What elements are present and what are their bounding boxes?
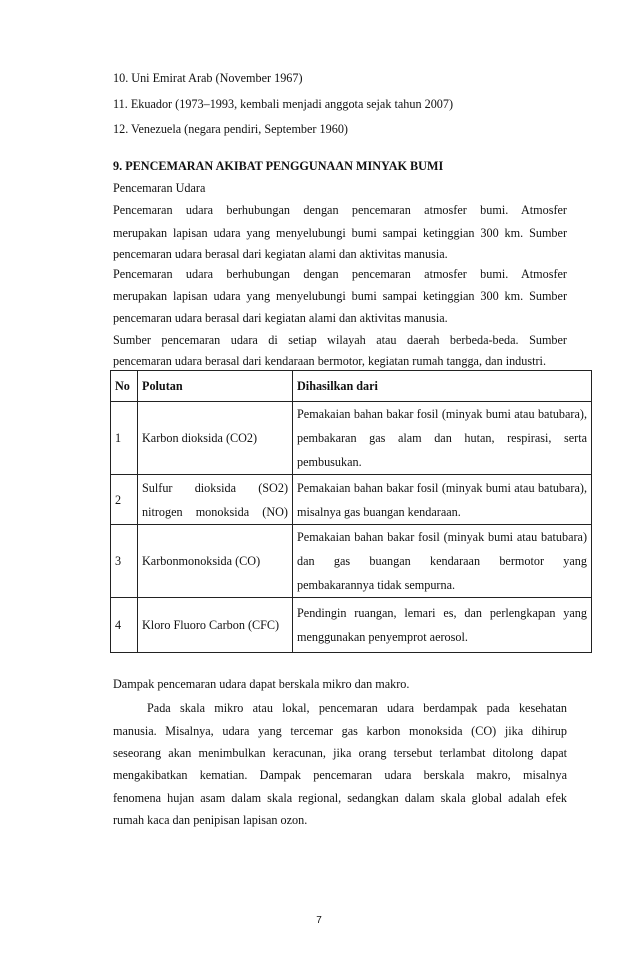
list-item: 12. Venezuela (negara pendiri, September 1960) — [113, 122, 348, 136]
table-row — [111, 598, 592, 653]
cell-source: Pemakaian bahan bakar fosil (minyak bumi atau batubara), misalnya gas buangan kendaraan. — [293, 475, 592, 525]
paragraph-line: Dampak pencemaran udara dapat berskala mikro dan makro. — [113, 677, 410, 691]
table-row — [111, 525, 592, 598]
cell-polutan: Sulfur dioksida (SO2) nitrogen monoksida (NO) — [138, 475, 293, 525]
paragraph-line: merupakan lapisan udara yang menyelubungi bumi sampai ketinggian 300 km. Sumber — [113, 289, 567, 303]
paragraph-line: seseorang akan menimbulkan keracunan, jika orang tersebut terlambat ditolong dapat — [113, 746, 567, 760]
cell-polutan: Karbonmonoksida (CO) — [138, 525, 293, 598]
header-polutan: Polutan — [138, 371, 293, 402]
paragraph-line: merupakan lapisan udara yang menyelubungi bumi sampai ketinggian 300 km. Sumber — [113, 226, 567, 240]
cell-no: 1 — [111, 402, 138, 475]
table-row — [111, 475, 592, 525]
header-source: Dihasilkan dari — [293, 371, 592, 402]
cell-no: 3 — [111, 525, 138, 598]
paragraph-line: fenomena hujan asam dalam skala regional, sedangkan dalam skala global adalah efek — [113, 791, 567, 805]
paragraph-line: Pencemaran udara berhubungan dengan pencemaran atmosfer bumi. Atmosfer — [113, 203, 567, 217]
section-title: 9. PENCEMARAN AKIBAT PENGGUNAAN MINYAK BUMI — [113, 159, 444, 173]
table-row — [111, 402, 592, 475]
paragraph-line: rumah kaca dan penipisan lapisan ozon. — [113, 813, 308, 827]
paragraph-line: manusia. Misalnya, udara yang tercemar gas karbon monoksida (CO) jika dihirup — [113, 724, 567, 738]
paragraph-line: Pencemaran udara berhubungan dengan pencemaran atmosfer bumi. Atmosfer — [113, 267, 567, 281]
pollutant-table — [110, 370, 592, 653]
header-no: No — [111, 371, 138, 402]
cell-source: Pemakaian bahan bakar fosil (minyak bumi atau batubara) dan gas buangan kendaraan bermotor yang pembakarannya tidak sempurna. — [293, 525, 592, 598]
paragraph-line: pencemaran udara berasal dari kendaraan bermotor, kegiatan rumah tangga, dan industri. — [113, 354, 546, 368]
cell-polutan: Kloro Fluoro Carbon (CFC) — [138, 598, 293, 653]
list-item: 11. Ekuador (1973–1993, kembali menjadi anggota sejak tahun 2007) — [113, 97, 454, 111]
list-item: 10. Uni Emirat Arab (November 1967) — [113, 71, 303, 85]
paragraph-line: pencemaran udara berasal dari kegiatan alami dan aktivitas manusia. — [113, 311, 448, 325]
cell-source: Pemakaian bahan bakar fosil (minyak bumi atau batubara), pembakaran gas alam dan hutan, respirasi, serta pembusukan. — [293, 402, 592, 475]
cell-source: Pendingin ruangan, lemari es, dan perlengkapan yang menggunakan penyemprot aerosol. — [293, 598, 592, 653]
subheading: Pencemaran Udara — [113, 181, 206, 195]
page-number: 7 — [316, 915, 322, 926]
cell-polutan: Karbon dioksida (CO2) — [138, 402, 293, 475]
paragraph-line: Sumber pencemaran udara di setiap wilayah atau daerah berbeda-beda. Sumber — [113, 333, 567, 347]
cell-no: 2 — [111, 475, 138, 525]
paragraph-line: pencemaran udara berasal dari kegiatan alami dan aktivitas manusia. — [113, 247, 448, 261]
cell-no: 4 — [111, 598, 138, 653]
paragraph-line: mengakibatkan kematian. Dampak pencemaran udara berskala makro, misalnya — [113, 768, 567, 782]
paragraph-line: Pada skala mikro atau lokal, pencemaran udara berdampak pada kesehatan — [147, 701, 567, 715]
table-header-row — [111, 371, 592, 402]
